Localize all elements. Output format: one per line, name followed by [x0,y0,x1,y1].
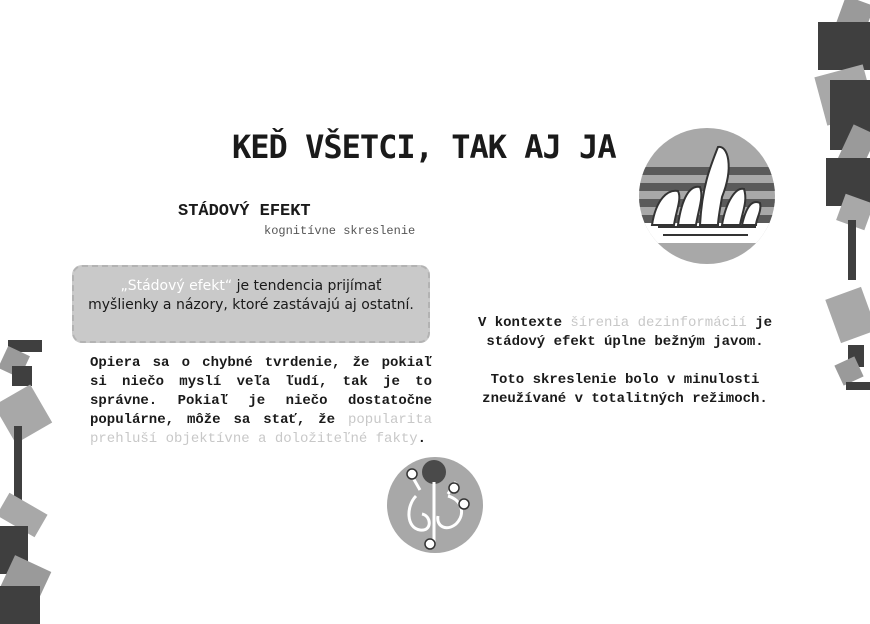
left-paragraph [90,354,432,449]
thought-maze-icon [386,456,484,554]
right-paragraphs [470,314,780,428]
left-paragraph-end: . [417,431,427,447]
definition-callout [72,265,430,343]
left-paragraph-faded: popularita prehluší objektívne a doložiteľné fakty [90,412,432,447]
right-paragraph-1 [470,314,780,352]
right-decoration [810,0,870,400]
herd-illustration-icon [638,127,776,265]
right-p1-after: je stádový efekt úplne bežným javom. [486,315,773,350]
right-p1-before: V kontexte [477,315,571,331]
subtitle: STÁDOVÝ EFEKT [178,202,311,221]
callout-text: je tendencia prijímať myšlienky a názory, ktoré zastávajú aj ostatní. [88,278,414,313]
subtitle-caption: kognitívne skreslenie [264,224,416,238]
page-title: KEĎ VŠETCI, TAK AJ JA [232,128,616,166]
callout-highlight: „Stádový efekt“ [120,278,233,294]
left-paragraph-text: Opiera sa o chybné tvrdenie, že pokiaľ si niečo myslí veľa ľudí, tak je to správne. Pokiaľ je niečo dostatočne populárne, môže sa stať, že [90,355,432,428]
right-paragraph-2: Toto skreslenie bolo v minulosti zneužívané v totalitných režimoch. [482,372,768,407]
right-p1-faded: šírenia dezinformácií [570,315,747,331]
left-decoration [0,330,60,624]
